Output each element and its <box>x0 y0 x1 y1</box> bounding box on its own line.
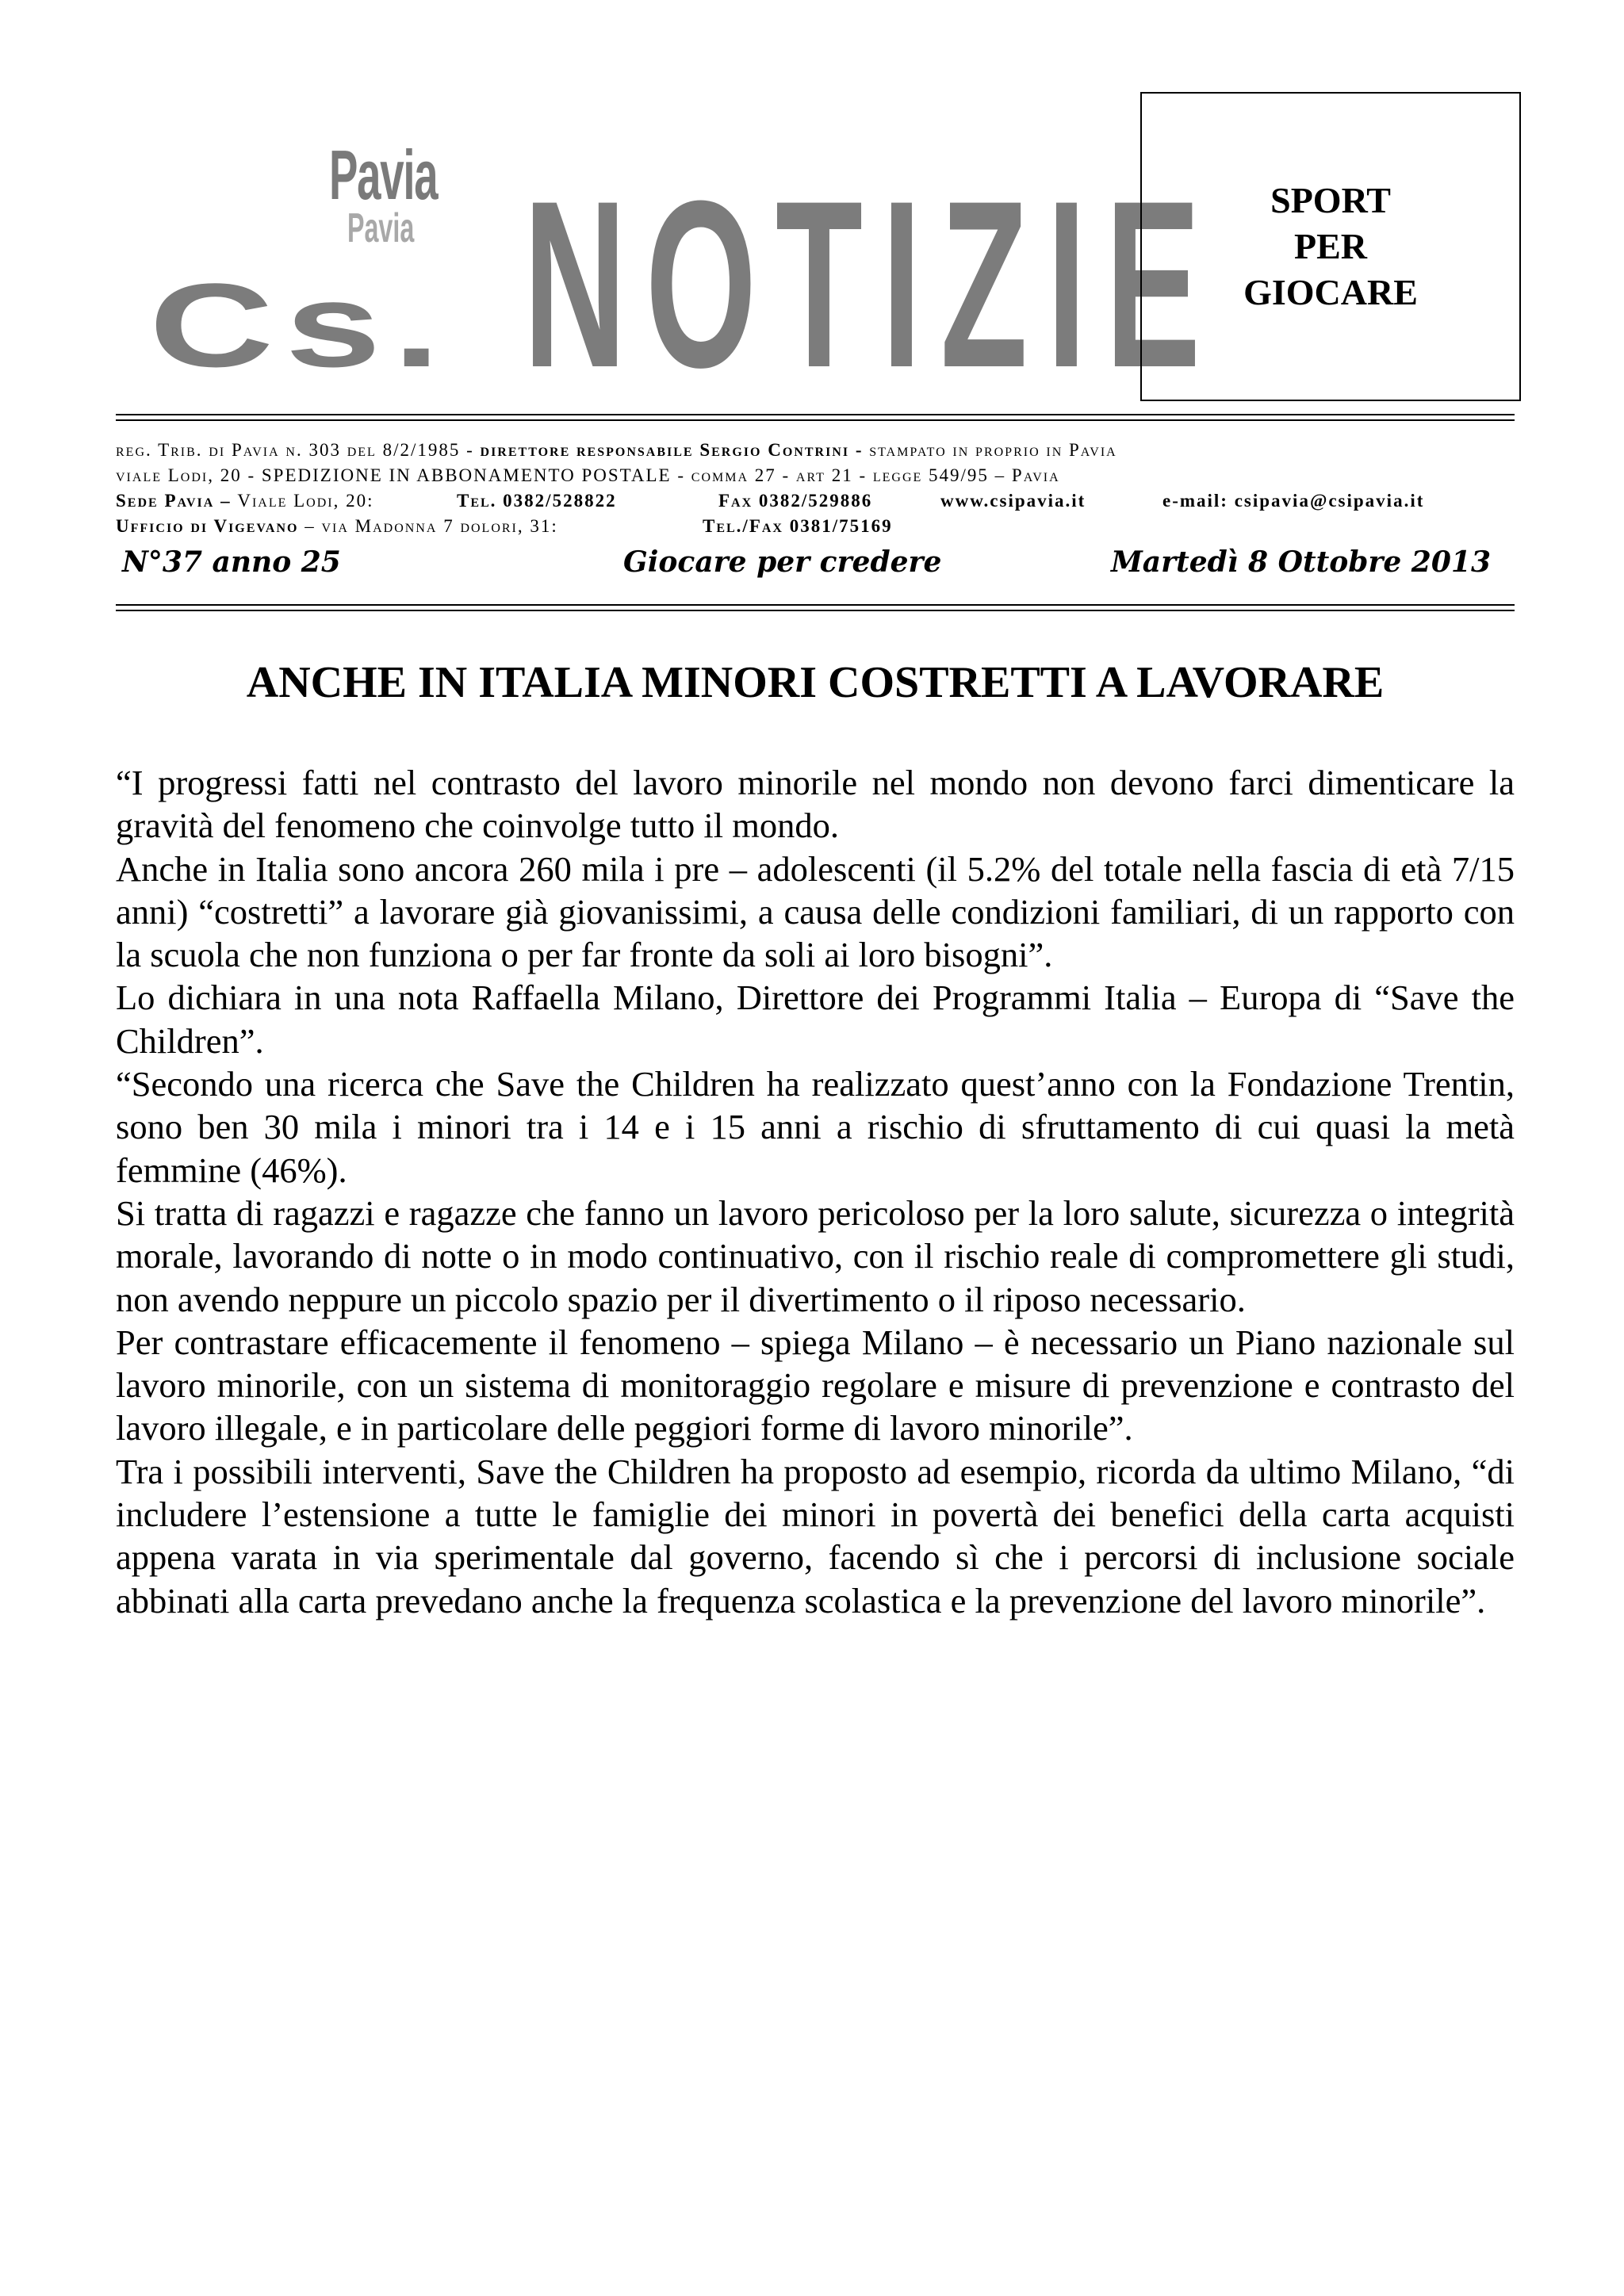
sport-per-giocare-box <box>1140 92 1521 401</box>
logo-pavia-shadow-text: Pavia <box>347 205 415 251</box>
info-line-4 <box>116 514 1515 539</box>
info-line-2 <box>116 463 1515 488</box>
info-ufficio-tel: Tel./Fax 0381/75169 <box>703 516 893 536</box>
issue-motto: Giocare per credere <box>623 545 942 579</box>
box-line-1: SPORT <box>1270 180 1391 220</box>
info-line-1 <box>116 438 1515 463</box>
logo-pavia-text: Pavia <box>329 136 438 214</box>
info-address: viale Lodi, 20 - <box>116 465 262 485</box>
article-paragraph-4: “Secondo una ricerca che Save the Children ha realizzato quest’anno con la Fondazione Trentin, sono ben 30 mila i minori tra i 14 e i 15 anni a rischio di sfruttamento di cui quasi la metà femmine (46%). <box>116 1064 1515 1190</box>
issue-number: N°37 anno 25 <box>122 545 341 579</box>
info-stampato: stampato in proprio in Pavia <box>869 440 1117 460</box>
article-body <box>116 761 1515 1622</box>
article-paragraph-3: Lo dichiara in una nota Raffaella Milano, Direttore dei Programmi Italia – Europa di “Save the Children”. <box>116 978 1515 1061</box>
article-paragraph-5: Si tratta di ragazzi e ragazze che fanno un lavoro pericoloso per la loro salute, sicurezza o integrità morale, lavorando di notte o in modo continuativo, con il rischio reale di compromettere gli studi, non avendo neppure un piccolo spazio per il divertimento o il riposo necessario. <box>116 1192 1515 1319</box>
info-reg: reg. Trib. di Pavia n. 303 del 8/2/1985 - <box>116 440 481 460</box>
info-sede-label: Sede Pavia – <box>116 491 238 511</box>
header-rule-top-1 <box>116 414 1515 415</box>
header-rule-top-2 <box>116 419 1515 421</box>
logo-cs-text: Cs. <box>149 258 452 392</box>
info-comma: comma 27 - art 21 - legge 549/95 – Pavia <box>691 465 1060 485</box>
header-rule-bottom-2 <box>116 610 1515 611</box>
article-paragraph-7: Tra i possibili interventi, Save the Children ha proposto ad esempio, ricorda da ultimo Milano, “di includere l’estensione a tutte le famiglie dei minori in povertà dei benefici della carta acquisti appena varata in via sperimentale dal governo, facendo sì che i percorsi di inclusione sociale abbinati alla carta prevedano anche la frequenza scolastica e la prevenzione del lavoro minorile”. <box>116 1451 1515 1621</box>
masthead-logo <box>127 135 1220 417</box>
article-paragraph-2: Anche in Italia sono ancora 260 mila i pre – adolescenti (il 5.2% del totale nella fascia di età 7/15 anni) “costretti” a lavorare già giovanissimi, a causa delle condizioni familiari, di un rapporto con la scuola che non funziona o per far fronte da soli ai loro bisogni”. <box>116 848 1515 975</box>
info-website[interactable]: www.csipavia.it <box>940 491 1086 511</box>
article-headline: ANCHE IN ITALIA MINORI COSTRETTI A LAVORARE <box>246 658 1385 707</box>
info-line-3 <box>116 488 1515 514</box>
header-rule-bottom-1 <box>116 604 1515 606</box>
info-sede-address: Viale Lodi, 20: <box>237 491 374 511</box>
info-spedizione: SPEDIZIONE IN ABBONAMENTO POSTALE - <box>261 465 691 485</box>
info-ufficio-address: – via Madonna 7 dolori, 31: <box>298 516 558 536</box>
info-ufficio-label: Ufficio di Vigevano <box>116 516 299 536</box>
info-email[interactable]: e-mail: csipavia@csipavia.it <box>1162 491 1425 511</box>
issue-row <box>116 545 1515 585</box>
info-direttore: direttore responsabile Sergio Contrini - <box>480 440 870 460</box>
publication-info <box>116 438 1515 539</box>
box-line-2: PER <box>1294 226 1367 266</box>
article-paragraph-6: Per contrastare efficacemente il fenomeno – spiega Milano – è necessario un Piano nazionale sul lavoro minorile, con un sistema di monitoraggio regolare e misure di prevenzione e contrasto del lavoro illegale, e in particolare delle peggiori forme di lavoro minorile”. <box>116 1322 1515 1448</box>
logo-notizie-text: NOTIZIE <box>523 151 1220 417</box>
info-fax: Fax 0382/529886 <box>718 491 873 511</box>
article-paragraph-1: “I progressi fatti nel contrasto del lavoro minorile nel mondo non devono farci dimenticare la gravità del fenomeno che coinvolge tutto il mondo. <box>116 763 1515 846</box>
issue-date: Martedì 8 Ottobre 2013 <box>1110 545 1491 579</box>
info-tel: Tel. 0382/528822 <box>457 491 617 511</box>
box-line-3: GIOCARE <box>1243 272 1418 312</box>
